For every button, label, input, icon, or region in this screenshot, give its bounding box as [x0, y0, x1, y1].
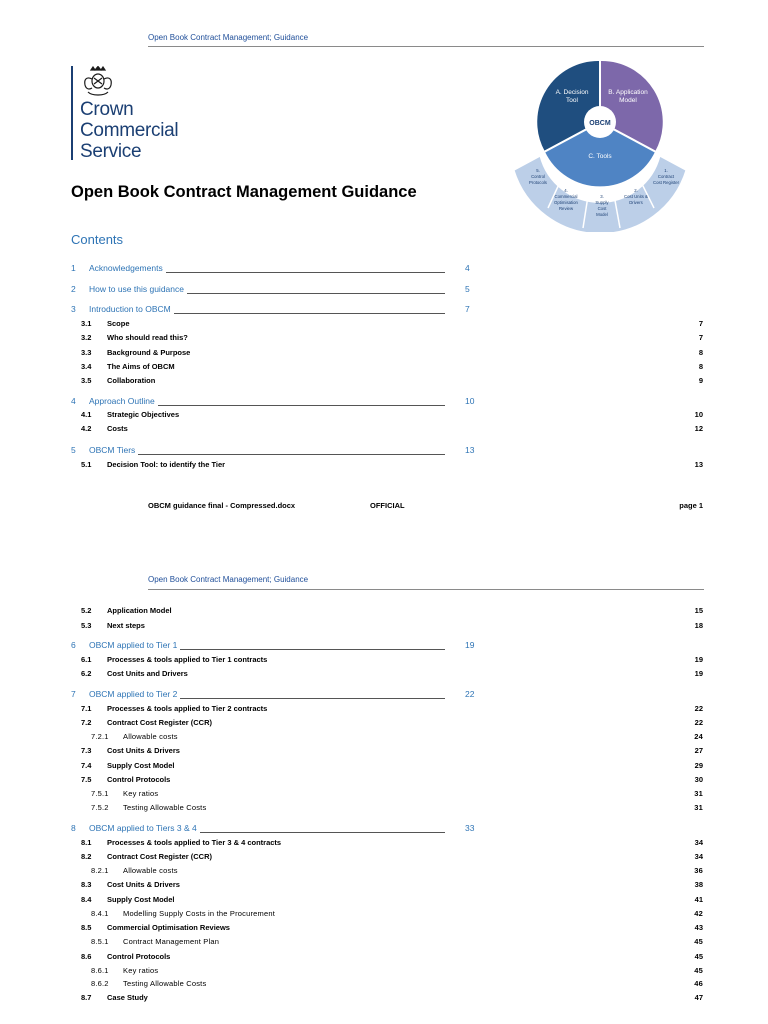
toc-entry-level2[interactable]	[81, 952, 703, 963]
toc-entry-level2[interactable]	[81, 923, 703, 934]
toc-entry-number: 8.6	[81, 952, 92, 961]
toc-entry-page: 27	[694, 746, 703, 755]
toc-entry-label: Supply Cost Model	[107, 895, 175, 904]
wheel-seg3-2: Supply	[595, 200, 609, 205]
toc-entry-page: 34	[694, 852, 703, 861]
toc-entry-level2[interactable]	[81, 993, 703, 1004]
wheel-a-line2: Tool	[566, 97, 578, 104]
toc-entry-level1[interactable]	[71, 823, 491, 835]
wheel-seg2-1: 2.	[634, 188, 638, 193]
toc-entry-number: 7.2	[81, 718, 92, 727]
contents-heading: Contents	[71, 232, 124, 247]
toc-entry-number: 8.5	[81, 923, 92, 932]
toc-entry-level2[interactable]	[81, 669, 703, 680]
toc-entry-number: 5.3	[81, 621, 92, 630]
wheel-seg3-1: 3.	[600, 194, 604, 199]
toc-entry-number: 3.5	[81, 376, 92, 385]
toc-leader-line	[187, 293, 445, 294]
toc-entry-page: 33	[465, 823, 475, 833]
toc-entry-number: 8.6.1	[91, 966, 109, 975]
toc-entry-number: 7.4	[81, 761, 92, 770]
toc-entry-label: Cost Units and Drivers	[107, 669, 188, 678]
toc-entry-label: Supply Cost Model	[107, 761, 175, 770]
toc-entry-label: Processes & tools applied to Tier 1 contracts	[107, 655, 268, 664]
toc-entry-page: 19	[694, 669, 703, 678]
toc-entry-label: Next steps	[107, 621, 145, 630]
toc-entry-page: 22	[694, 718, 703, 727]
toc-entry-page: 45	[694, 966, 703, 975]
toc-entry-level2[interactable]	[81, 895, 703, 906]
toc-entry-level3[interactable]	[91, 966, 703, 977]
toc-entry-number: 7.2.1	[91, 732, 109, 741]
toc-entry-page: 12	[694, 424, 703, 433]
toc-entry-label: Costs	[107, 424, 128, 433]
footer-page-number: page 1	[679, 501, 703, 510]
toc-entry-level2[interactable]	[81, 348, 703, 359]
toc-entry-number: 2	[71, 284, 76, 294]
document-title: Open Book Contract Management Guidance	[71, 183, 417, 201]
toc-entry-number: 7.5	[81, 775, 92, 784]
toc-entry-level1[interactable]	[71, 304, 491, 316]
logo-line-2: Commercial	[80, 120, 179, 141]
toc-entry-label: Contract Management Plan	[123, 937, 220, 946]
toc-entry-page: 18	[694, 621, 703, 630]
toc-entry-page: 34	[694, 838, 703, 847]
header-rule	[148, 589, 704, 590]
toc-entry-level2[interactable]	[81, 319, 703, 330]
toc-entry-label: Background & Purpose	[107, 348, 191, 357]
wheel-seg1-2: Contract	[657, 174, 675, 179]
toc-entry-level1[interactable]	[71, 640, 491, 652]
toc-entry-page: 8	[698, 362, 703, 371]
toc-entry-page: 45	[694, 952, 703, 961]
toc-entry-label: Key ratios	[123, 789, 159, 798]
toc-entry-label: Testing Allowable Costs	[123, 803, 207, 812]
toc-entry-number: 7.5.2	[91, 803, 109, 812]
toc-entry-page: 41	[694, 895, 703, 904]
toc-entry-label: Acknowledgements	[89, 263, 163, 273]
toc-entry-number: 7	[71, 689, 76, 699]
wheel-seg4-3: Optimisation	[554, 200, 578, 205]
toc-entry-label: The Aims of OBCM	[107, 362, 175, 371]
toc-entry-page: 22	[465, 689, 475, 699]
toc-entry-label: Key ratios	[123, 966, 159, 975]
logo-line-1: Crown	[80, 99, 134, 120]
wheel-b-line2: Model	[619, 97, 637, 104]
wheel-seg5-3: Protocols	[529, 180, 547, 185]
toc-entry-number: 3.1	[81, 319, 92, 328]
toc-entry-page: 4	[465, 263, 470, 273]
toc-entry-level3[interactable]	[91, 789, 703, 800]
toc-entry-number: 3.4	[81, 362, 92, 371]
toc-entry-page: 22	[694, 704, 703, 713]
toc-leader-line	[174, 313, 445, 314]
toc-entry-label: Processes & tools applied to Tier 3 & 4 contracts	[107, 838, 282, 847]
wheel-seg1-3: Cost Register	[652, 180, 680, 185]
toc-leader-line	[200, 832, 445, 833]
toc-entry-number: 1	[71, 263, 76, 273]
toc-entry-page: 19	[465, 640, 475, 650]
toc-entry-label: Cost Units & Drivers	[107, 746, 180, 755]
toc-entry-level2[interactable]	[81, 376, 703, 387]
toc-entry-level2[interactable]	[81, 460, 703, 471]
footer-classification: OFFICIAL	[370, 501, 405, 510]
toc-entry-label: Contract Cost Register (CCR)	[107, 718, 213, 727]
wheel-seg2-2: Cost Units &	[624, 194, 648, 199]
running-header: Open Book Contract Management; Guidance	[148, 33, 309, 42]
toc-leader-line	[166, 272, 445, 273]
toc-entry-label: OBCM applied to Tiers 3 & 4	[89, 823, 197, 833]
running-header: Open Book Contract Management; Guidance	[148, 575, 309, 584]
toc-entry-level3[interactable]	[91, 979, 703, 990]
toc-entry-page: 45	[694, 937, 703, 946]
toc-entry-number: 8.1	[81, 838, 92, 847]
toc-entry-level2[interactable]	[81, 621, 703, 632]
toc-entry-page: 31	[694, 789, 703, 798]
toc-entry-level3[interactable]	[91, 803, 703, 814]
toc-entry-level1[interactable]	[71, 263, 491, 275]
toc-entry-page: 47	[694, 993, 703, 1002]
toc-entry-level2[interactable]	[81, 718, 703, 729]
toc-entry-page: 5	[465, 284, 470, 294]
logo-bar	[71, 66, 73, 160]
toc-entry-level1[interactable]	[71, 689, 491, 701]
wheel-c-label: C. Tools	[588, 153, 612, 160]
wheel-seg4-2: Commercial	[554, 194, 578, 199]
toc-entry-number: 4	[71, 396, 76, 406]
wheel-seg1-1: 1.	[664, 168, 668, 173]
toc-entry-page: 13	[694, 460, 703, 469]
header-rule	[148, 46, 704, 47]
toc-entry-level3[interactable]	[91, 866, 703, 877]
toc-entry-number: 3.2	[81, 333, 92, 342]
toc-entry-level2[interactable]	[81, 746, 703, 757]
toc-entry-page: 42	[694, 909, 703, 918]
toc-entry-number: 7.5.1	[91, 789, 109, 798]
wheel-seg4-1: 4.	[564, 188, 568, 193]
toc-entry-level2[interactable]	[81, 410, 703, 421]
toc-entry-page: 7	[698, 319, 703, 328]
obcm-wheel-diagram	[510, 52, 690, 232]
wheel-center-label: OBCM	[589, 120, 611, 127]
toc-entry-page: 7	[698, 333, 703, 342]
wheel-seg4-4: Review	[558, 206, 574, 211]
toc-entry-label: Contract Cost Register (CCR)	[107, 852, 213, 861]
wheel-a-line1: A. Decision	[555, 89, 589, 96]
toc-entry-number: 7.1	[81, 704, 92, 713]
toc-entry-label: Commercial Optimisation Reviews	[107, 923, 230, 932]
toc-entry-label: Processes & tools applied to Tier 2 contracts	[107, 704, 268, 713]
toc-entry-number: 3	[71, 304, 76, 314]
toc-entry-level3[interactable]	[91, 909, 703, 920]
toc-entry-number: 8.2.1	[91, 866, 109, 875]
toc-entry-label: Allowable costs	[123, 732, 178, 741]
toc-entry-level2[interactable]	[81, 761, 703, 772]
toc-entry-number: 8.3	[81, 880, 92, 889]
toc-entry-label: OBCM Tiers	[89, 445, 136, 455]
toc-entry-label: Allowable costs	[123, 866, 178, 875]
toc-entry-label: Decision Tool: to identify the Tier	[107, 460, 226, 469]
toc-entry-number: 7.3	[81, 746, 92, 755]
toc-entry-number: 6.2	[81, 669, 92, 678]
toc-entry-page: 24	[694, 732, 703, 741]
toc-entry-page: 46	[694, 979, 703, 988]
toc-entry-number: 4.2	[81, 424, 92, 433]
toc-entry-page: 9	[698, 376, 703, 385]
toc-entry-page: 13	[465, 445, 475, 455]
toc-entry-level2[interactable]	[81, 838, 703, 849]
toc-entry-page: 19	[694, 655, 703, 664]
toc-entry-page: 8	[698, 348, 703, 357]
toc-entry-number: 8.4	[81, 895, 92, 904]
toc-entry-label: Cost Units & Drivers	[107, 880, 180, 889]
logo-line-3: Service	[80, 141, 142, 162]
toc-entry-page: 30	[694, 775, 703, 784]
wheel-seg5-2: Control	[531, 174, 545, 179]
toc-entry-label: Application Model	[107, 606, 172, 615]
toc-entry-label: Control Protocols	[107, 775, 171, 784]
toc-entry-label: How to use this guidance	[89, 284, 184, 294]
toc-entry-level2[interactable]	[81, 424, 703, 435]
toc-entry-label: Testing Allowable Costs	[123, 979, 207, 988]
wheel-b-line1: B. Application	[608, 89, 648, 96]
toc-entry-number: 5.1	[81, 460, 92, 469]
toc-entry-number: 6	[71, 640, 76, 650]
toc-entry-level1[interactable]	[71, 396, 491, 408]
toc-entry-level2[interactable]	[81, 880, 703, 891]
page-break	[0, 530, 768, 565]
toc-entry-page: 29	[694, 761, 703, 770]
toc-entry-page: 15	[694, 606, 703, 615]
toc-entry-number: 8	[71, 823, 76, 833]
toc-entry-label: Collaboration	[107, 376, 156, 385]
toc-entry-label: OBCM applied to Tier 1	[89, 640, 178, 650]
toc-entry-level2[interactable]	[81, 362, 703, 373]
toc-entry-label: Control Protocols	[107, 952, 171, 961]
wheel-seg3-3: Cost	[597, 206, 607, 211]
toc-entry-page: 7	[465, 304, 470, 314]
toc-entry-level2[interactable]	[81, 606, 703, 617]
toc-entry-page: 10	[465, 396, 475, 406]
toc-entry-label: Who should read this?	[107, 333, 188, 342]
toc-entry-number: 4.1	[81, 410, 92, 419]
toc-leader-line	[180, 698, 445, 699]
toc-entry-label: Scope	[107, 319, 130, 328]
toc-entry-number: 8.5.1	[91, 937, 109, 946]
toc-entry-level2[interactable]	[81, 775, 703, 786]
toc-entry-level3[interactable]	[91, 937, 703, 948]
toc-entry-level3[interactable]	[91, 732, 703, 743]
toc-entry-number: 8.2	[81, 852, 92, 861]
toc-entry-level2[interactable]	[81, 333, 703, 344]
toc-entry-page: 38	[694, 880, 703, 889]
toc-entry-page: 31	[694, 803, 703, 812]
toc-entry-number: 5.2	[81, 606, 92, 615]
toc-entry-number: 8.7	[81, 993, 92, 1002]
toc-entry-page: 10	[694, 410, 703, 419]
toc-entry-page: 36	[694, 866, 703, 875]
toc-entry-label: Modelling Supply Costs in the Procurement	[123, 909, 276, 918]
toc-entry-number: 6.1	[81, 655, 92, 664]
footer-filename: OBCM guidance final - Compressed.docx	[148, 501, 296, 510]
toc-entry-label: Approach Outline	[89, 396, 155, 406]
toc-entry-level1[interactable]	[71, 284, 491, 296]
toc-entry-number: 5	[71, 445, 76, 455]
page-2	[0, 565, 768, 1024]
royal-crest-icon	[80, 66, 116, 98]
wheel-seg3-4: Model	[596, 212, 608, 217]
toc-entry-label: Strategic Objectives	[107, 410, 180, 419]
toc-entry-number: 8.6.2	[91, 979, 109, 988]
toc-leader-line	[180, 649, 445, 650]
toc-entry-level2[interactable]	[81, 655, 703, 666]
logo-wordmark	[80, 99, 178, 162]
toc-leader-line	[138, 454, 445, 455]
wheel-seg2-3: Drivers	[629, 200, 643, 205]
wheel-seg5-1: 5.	[536, 168, 540, 173]
toc-entry-level1[interactable]	[71, 445, 491, 457]
toc-entry-number: 8.4.1	[91, 909, 109, 918]
toc-entry-number: 3.3	[81, 348, 92, 357]
toc-entry-label: Case Study	[107, 993, 148, 1002]
toc-entry-level2[interactable]	[81, 704, 703, 715]
toc-leader-line	[158, 405, 445, 406]
toc-entry-label: OBCM applied to Tier 2	[89, 689, 178, 699]
toc-entry-level2[interactable]	[81, 852, 703, 863]
toc-entry-page: 43	[694, 923, 703, 932]
toc-entry-label: Introduction to OBCM	[89, 304, 171, 314]
